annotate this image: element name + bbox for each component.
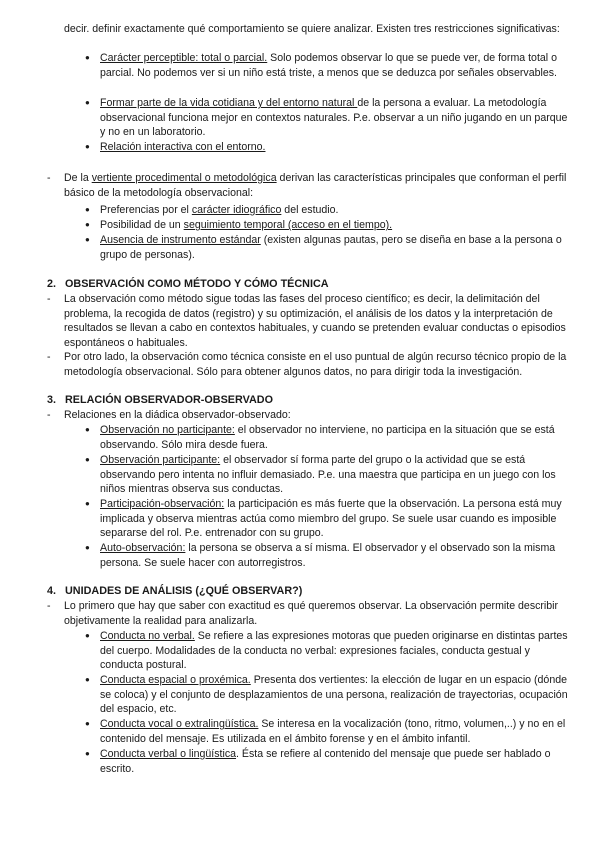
- intro-bullet-1: [100, 51, 570, 80]
- section-2-heading: [47, 277, 329, 292]
- dash-icon: -: [47, 600, 51, 612]
- procedural-bullet-2-pre: Posibilidad de un: [100, 219, 184, 231]
- procedural-bullet-3-post: (existen algunas pautas, pero se diseña en base a la persona o grupo de personas).: [100, 234, 562, 261]
- bullet-icon: ●: [85, 455, 90, 464]
- section-4-bullet-1-text: Se refiere a las expresiones motoras que pueden originarse en distintas partes del cuerpo. Modalidades de la conducta no verbal: expresiones faciales, conducta gestual y conducta postural.: [100, 630, 568, 672]
- section-3-bullet-1-text: el observador no interviene, no participa en la situación que se está observando. Sólo mira desde fuera.: [100, 424, 555, 451]
- procedural-pre: De la: [64, 172, 92, 184]
- section-3-title: RELACIÓN OBSERVADOR-OBSERVADO: [65, 394, 273, 406]
- bullet-icon: ●: [85, 719, 90, 728]
- intro-bullet-2: [100, 96, 570, 140]
- dash-icon: -: [47, 293, 51, 305]
- section-4-bullet-1-term: Conducta no verbal.: [100, 630, 195, 642]
- bullet-icon: ●: [85, 205, 90, 214]
- section-3-bullet-1: [100, 423, 570, 452]
- section-3-heading: [47, 393, 273, 408]
- section-2-number: 2.: [47, 278, 57, 290]
- section-4-bullet-2-text: Presenta dos vertientes: la elección de lugar en un espacio (dónde se coloca) y el conjunto de desplazamientos de una persona, realización de trayectorias, ocupación del espacio, etc.: [100, 674, 568, 716]
- procedural-paragraph: [64, 171, 574, 200]
- bullet-icon: ●: [85, 220, 90, 229]
- bullet-icon: ●: [85, 543, 90, 552]
- bullet-icon: ●: [85, 142, 90, 151]
- section-3-bullet-3: [100, 497, 570, 541]
- section-2-item-2: Por otro lado, la observación como técnica consiste en el uso puntual de algún recurso técnico propio de la metodología observacional. Sólo para obtener algunos datos, no para dirigir toda la investigación.: [64, 351, 567, 378]
- procedural-bullet-1-post: del estudio.: [281, 204, 339, 216]
- section-3-bullet-4-term: Auto-observación:: [100, 542, 186, 554]
- intro-bullet-1-text: Solo podemos observar lo que se puede ver, de forma total o parcial. No podemos ver si un niño está triste, a menos que se deduzca por señales observables.: [100, 52, 557, 79]
- section-3-bullet-2: [100, 453, 570, 497]
- bullet-icon: ●: [85, 749, 90, 758]
- section-4-heading: [47, 584, 302, 599]
- bullet-icon: ●: [85, 675, 90, 684]
- bullet-icon: ●: [85, 499, 90, 508]
- procedural-bullet-2-term: seguimiento temporal (acceso en el tiempo).: [183, 219, 393, 231]
- section-3-bullet-3-text: la participación es más fuerte que la observación. La persona está muy implicada y observa mientras actúa como miembro del grupo. Se suele usar cuando es imposible separarse del rol. P.e. entrenador con su grupo.: [100, 498, 562, 540]
- section-2-item-1: La observación como método sigue todas las fases del proceso científico; es decir, la delimitación del problema, la recogida de datos (registro) y su optimización, el análisis de los datos y la interpretación de resultados se llevan a cabo en contextos habituales, y cuando se pretenden evaluar conductas o episodios espontáneos o habituales.: [64, 293, 566, 349]
- procedural-bullet-1-term: carácter idiográfico: [191, 204, 282, 216]
- bullet-icon: ●: [85, 631, 90, 640]
- section-4-bullet-2-term: Conducta espacial o proxémica.: [100, 674, 251, 686]
- section-2-title: OBSERVACIÓN COMO MÉTODO Y CÓMO TÉCNICA: [65, 278, 329, 290]
- section-4-title: UNIDADES DE ANÁLISIS (¿QUÉ OBSERVAR?): [65, 585, 303, 597]
- section-3-bullet-2-term: Observación participante:: [100, 454, 221, 466]
- bullet-icon: ●: [85, 53, 90, 62]
- intro-bullet-1-term: Carácter perceptible: total o parcial.: [100, 52, 268, 64]
- section-3-bullet-1-term: Observación no participante:: [100, 424, 235, 436]
- dash-icon: -: [47, 351, 51, 363]
- section-4-bullet-3-text: Se interesa en la vocalización (tono, ritmo, volumen,..) y no en el contenido del mensaje. Es utilizada en el ámbito forense y en el ámbito infantil.: [100, 718, 566, 745]
- procedural-term: vertiente procedimental o metodológica: [91, 172, 277, 184]
- section-3-number: 3.: [47, 394, 57, 406]
- section-3-bullet-3-term: Participación-observación:: [100, 498, 225, 510]
- procedural-bullet-3: [100, 233, 570, 262]
- section-4-bullet-4-text: . Ésta se refiere al contenido del mensaje que puede ser hablado o escrito.: [100, 748, 551, 775]
- section-4-bullet-4: [100, 747, 570, 776]
- intro-paragraph: decir. definir exactamente qué comportamiento se quiere analizar. Existen tres restricciones significativas:: [64, 23, 560, 35]
- procedural-bullet-3-term: Ausencia de instrumento estándar: [100, 234, 261, 246]
- section-3-intro: Relaciones en la diádica observador-observado:: [64, 409, 291, 421]
- section-4-bullet-4-term: Conducta verbal o lingüística: [100, 748, 237, 760]
- procedural-bullet-1-pre: Preferencias por el: [100, 204, 192, 216]
- section-4-bullet-2: [100, 673, 570, 717]
- procedural-bullet-2: [100, 218, 570, 233]
- dash-icon: -: [47, 409, 51, 421]
- section-4-number: 4.: [47, 585, 57, 597]
- section-4-intro: Lo primero que hay que saber con exactitud es qué queremos observar. La observación permite describir objetivamente la realidad para analizarla.: [64, 600, 559, 627]
- procedural-post: derivan las características principales que conforman el perfil básico de la metodología observacional:: [64, 172, 567, 199]
- section-4-bullet-3: [100, 717, 570, 746]
- procedural-bullet-1: [100, 203, 570, 218]
- bullet-icon: ●: [85, 425, 90, 434]
- section-3-bullet-4: [100, 541, 570, 570]
- dash-icon: -: [47, 172, 51, 184]
- section-4-bullet-3-term: Conducta vocal o extralingüística.: [100, 718, 259, 730]
- intro-bullet-3-term: Relación interactiva con el entorno.: [100, 141, 266, 153]
- intro-bullet-2-text: de la persona a evaluar. La metodología observacional funciona mejor en contextos naturales. P.e. observar a un niño jugando en un parque y no en un laboratorio.: [100, 97, 568, 139]
- intro-bullet-3: [100, 140, 570, 155]
- section-3-bullet-4-text: la persona se observa a sí misma. El observador y el observado son la misma persona. Se suele hacer con autorregistros.: [100, 542, 556, 569]
- bullet-icon: ●: [85, 235, 90, 244]
- intro-bullet-2-term: Formar parte de la vida cotidiana y del entorno natural: [100, 97, 358, 109]
- section-3-bullet-2-text: el observador sí forma parte del grupo o la actividad que se está observando pero intenta no influir demasiado. P.e. una maestra que participa en un juego con los niños mientras observa sus conductas.: [100, 454, 556, 496]
- bullet-icon: ●: [85, 98, 90, 107]
- section-4-bullet-1: [100, 629, 570, 673]
